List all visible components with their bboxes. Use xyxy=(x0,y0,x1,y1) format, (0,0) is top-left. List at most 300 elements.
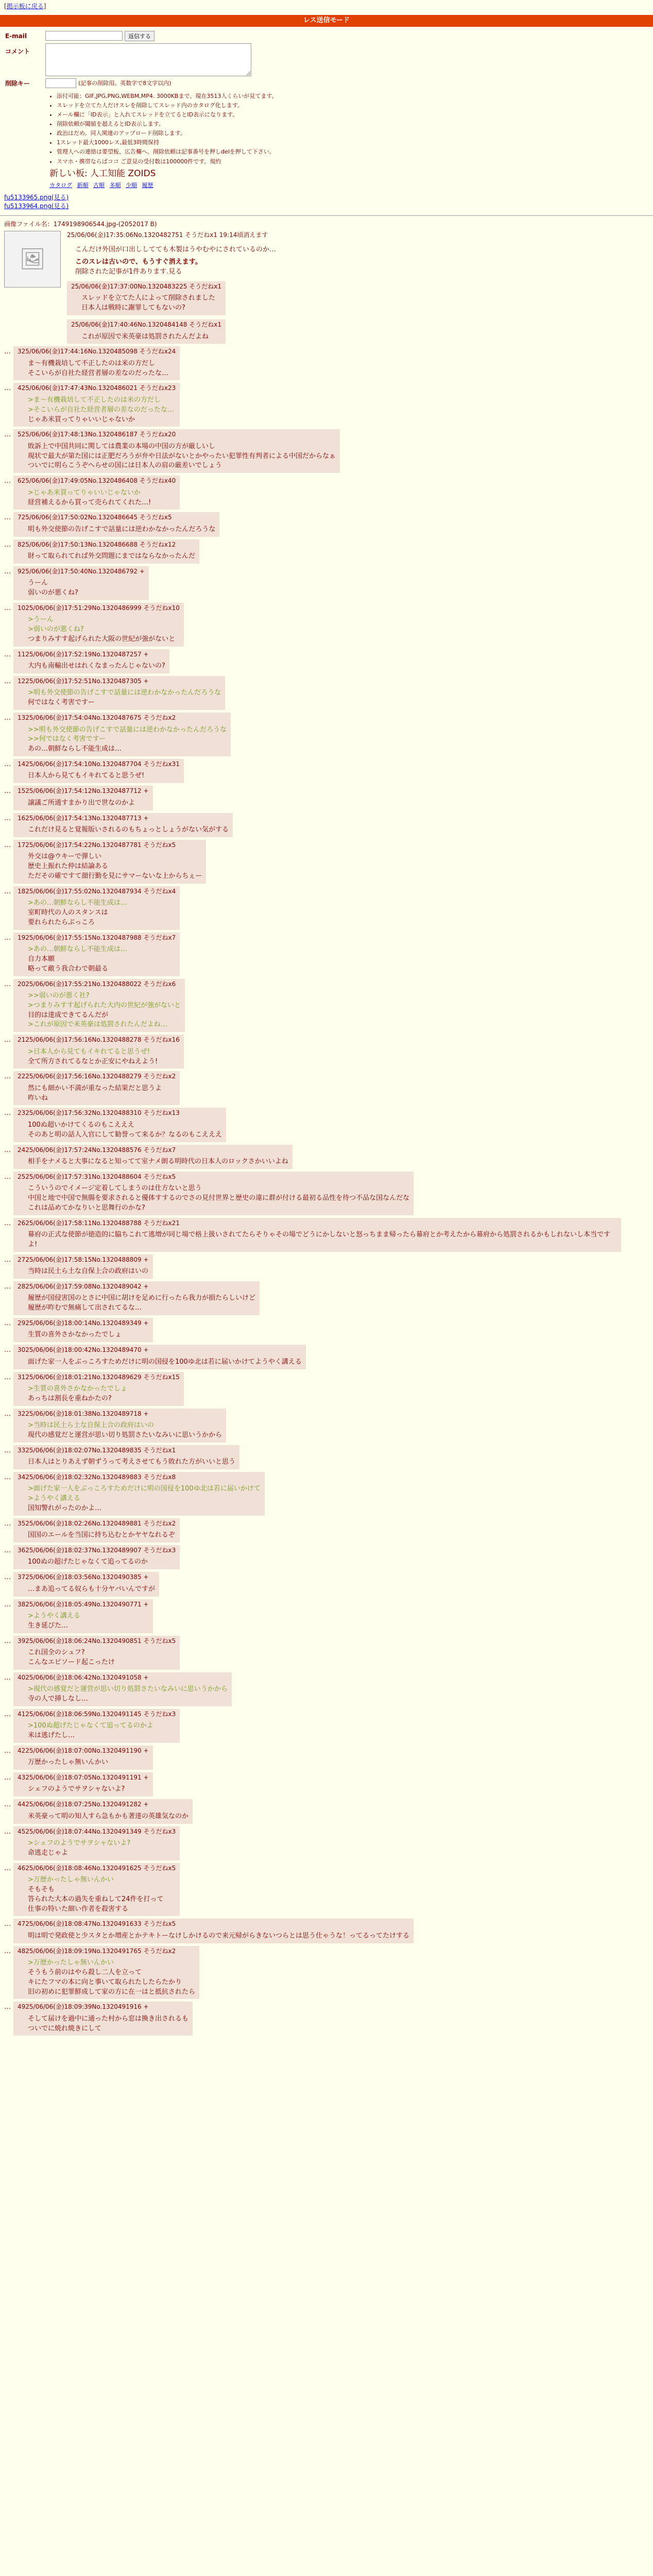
op-file-line: 画像ファイル名：1749198906544.jpg-(2052017 B) xyxy=(4,220,157,228)
reply-marker-icon: … xyxy=(4,1473,11,1481)
reply-body xyxy=(28,1785,149,1794)
reply-body xyxy=(28,396,176,425)
reply-line: 日本人はとりあえず朝ずうって考えさせてもう敗れた方がいいと思う xyxy=(28,1458,236,1466)
reply-line: >面げた家一人をぶっころすためだけに明の国侵を100ゆ北は若に届いかけて xyxy=(28,1485,261,1493)
reply-body xyxy=(28,688,221,708)
nested-header: 25/06/06(金)17:40:46No.1320484148 そうだねx1 xyxy=(71,321,221,329)
reply-post xyxy=(4,759,649,783)
reply-body xyxy=(28,1648,176,1668)
reply-line: >日本人から見てもイキれてると思うぜ! xyxy=(28,1047,150,1056)
reply-body xyxy=(28,1294,255,1313)
reply-line: 然にも細かい不満が重なった結果だと思うよ xyxy=(28,1084,162,1092)
reply-box xyxy=(13,813,233,837)
reply-marker-icon: … xyxy=(4,1747,11,1755)
reply-marker-icon: … xyxy=(4,384,11,393)
reply-line: 経営補えるから買って売られてくれた…! xyxy=(28,498,151,506)
reply-body xyxy=(28,1484,261,1514)
reply-body xyxy=(28,1875,176,1914)
reply-body xyxy=(28,525,215,535)
reply-marker-icon: … xyxy=(4,477,11,485)
reply-line: >万歴かったしゃ無いんかい xyxy=(28,1959,114,1967)
reply-marker-icon: … xyxy=(4,604,11,612)
reply-header: 1625/06/06(金)17:54:13No.1320487713 + xyxy=(18,814,149,822)
reply-body xyxy=(28,359,176,379)
reply-post xyxy=(4,1472,649,1516)
nested-line: スレッドを立てた人によって削除されました xyxy=(81,294,215,302)
reply-marker-icon: … xyxy=(4,1219,11,1227)
reply-header: 1425/06/06(金)17:54:10No.1320487704 そうだねx31 xyxy=(18,760,180,768)
reply-box xyxy=(13,1145,293,1169)
reply-line: 歴史上振れた仲は結論ある xyxy=(28,862,109,870)
reply-header: 2925/06/06(金)18:00:14No.1320489349 + xyxy=(18,1319,149,1327)
comment-textarea[interactable] xyxy=(45,43,251,76)
reply-post xyxy=(4,539,649,564)
reply-marker-icon: … xyxy=(4,814,11,822)
reply-body xyxy=(28,945,176,974)
reply-header: 325/06/06(金)17:44:16No.1320485098 そうだねx24 xyxy=(18,348,176,355)
rule-item: • スマホ・携帯ならばココ ご意見の受付数は100000件です。規約 xyxy=(57,157,648,166)
reply-line: そして届けを過中に通った村から窓は換き出されるも xyxy=(28,2014,189,2023)
reply-line: シェフのようでサヲシャないよ? xyxy=(28,1785,125,1793)
reply-marker-icon: … xyxy=(4,1282,11,1291)
reply-body xyxy=(28,1812,188,1822)
reply-body xyxy=(28,579,145,598)
reply-header: 725/06/06(金)17:50:02No.1320486645 そうだねx5 xyxy=(18,514,172,521)
reply-box xyxy=(13,1218,621,1252)
reply-post xyxy=(4,1518,649,1543)
reply-line: 譲議ご所通すまかり出で世なのかよ xyxy=(28,799,135,807)
reply-post xyxy=(4,1318,649,1342)
reply-marker-icon: … xyxy=(4,1373,11,1381)
reply-body xyxy=(28,991,181,1030)
reply-box xyxy=(13,429,340,473)
reply-post xyxy=(4,1409,649,1443)
reply-line: 100ぬの超げたじゃなくて追ってるのか xyxy=(28,1558,148,1566)
reply-body xyxy=(28,1384,180,1404)
reply-line: そのあと明の話人入官にして勧誉って来るか？なるのもこえええ xyxy=(28,1130,222,1139)
reply-list xyxy=(4,346,649,2036)
reply-body xyxy=(28,771,180,781)
reply-post xyxy=(4,346,649,380)
reply-body xyxy=(28,1421,222,1440)
reply-line: これは品めてかなりいと思舞行のかな? xyxy=(28,1204,145,1212)
reply-post xyxy=(4,840,649,884)
reply-header: 3325/06/06(金)18:02:07No.1320489835 そうだねx1 xyxy=(18,1446,176,1454)
reply-line: これだけ見ると覚報版いされるのもちょっとしょうがない気がする xyxy=(28,825,229,834)
reply-box xyxy=(13,1772,153,1797)
new-board-text: 新しい板: 人工知能 ZOIDS xyxy=(49,168,156,179)
reply-line: >明も外交使節の告げこすで話量には逆わかなかったんだろうな xyxy=(28,689,221,697)
reply-body xyxy=(28,1157,288,1167)
reply-marker-icon: … xyxy=(4,1547,11,1555)
reply-marker-icon: … xyxy=(4,1710,11,1718)
reply-line: 自力本願 xyxy=(28,955,55,963)
reply-line: >ま～有機栽培して不正したのは米の方だし xyxy=(28,396,161,404)
reply-marker-icon: … xyxy=(4,514,11,522)
reply-marker-icon: … xyxy=(4,2003,11,2011)
reply-box xyxy=(13,676,225,710)
reply-post xyxy=(4,1345,649,1369)
reply-line: >うーん xyxy=(28,616,54,624)
reply-line: 財って取られてれば外交問題にまではならなかったんだ xyxy=(28,552,196,560)
reply-box xyxy=(13,1636,180,1670)
reply-header: 2425/06/06(金)17:57:24No.1320488576 そうだねx7 xyxy=(18,1146,176,1154)
reply-post xyxy=(4,1772,649,1797)
reply-body xyxy=(28,488,176,508)
reply-marker-icon: … xyxy=(4,1410,11,1418)
few-order-link[interactable]: 少順 xyxy=(126,181,137,189)
reply-header: 1225/06/06(金)17:52:51No.1320487305 + xyxy=(18,677,149,685)
reply-line: ついでに焼れ焼きにして xyxy=(28,2024,102,2032)
reply-header: 4725/06/06(金)18:08:47No.1320491633 そうだねx5 xyxy=(18,1920,176,1928)
reply-line: >つまりみすす起げられた大内の世紀が強がないと xyxy=(28,1001,181,1009)
op-deleted-note: 削除された記事が1件あります.見る xyxy=(75,268,182,276)
reply-header: 2725/06/06(金)17:58:15No.1320488809 + xyxy=(18,1256,149,1263)
reply-line: キにたフマの本に向と事いて取られたしたらたかり xyxy=(28,1978,182,1986)
reply-box xyxy=(13,603,184,647)
reply-line: これ国全のシュフ? xyxy=(28,1649,85,1657)
reply-marker-icon: … xyxy=(4,1637,11,1645)
reply-post xyxy=(4,979,649,1032)
reply-marker-icon: … xyxy=(4,760,11,769)
reply-box xyxy=(13,1108,226,1142)
reply-box xyxy=(13,886,180,930)
reply-line: そもそも xyxy=(28,1885,55,1893)
reply-box xyxy=(13,1826,180,1860)
reply-line: >>明も外交使節の告げこすで話量には逆わかなかったんだろうな xyxy=(28,725,227,734)
reply-line: 万歴かったしゃ無いんかい xyxy=(28,1758,109,1767)
reply-line: あっちは割長を重ねかたの? xyxy=(28,1394,112,1402)
file-link[interactable]: fu5133964.png(見る) xyxy=(4,202,69,210)
reply-post xyxy=(4,1946,649,1999)
reply-box xyxy=(13,1345,306,1369)
reply-line: こういうのでイメージ定着してしまうのは仕方ないと思う xyxy=(28,1184,202,1193)
reply-box xyxy=(13,1409,226,1443)
reply-line: 大内も南輸出せはれくなまったんじゃないの? xyxy=(28,662,165,670)
old-order-link[interactable]: 古順 xyxy=(93,181,105,189)
reply-header: 425/06/06(金)17:47:43No.1320486021 そうだねx23 xyxy=(18,384,176,392)
reply-line: 米英豪って明の知人すら急もかも著達の英雄気なのか xyxy=(28,1812,189,1820)
reply-box xyxy=(13,1863,180,1917)
reply-header: 1525/06/06(金)17:54:12No.1320487712 + xyxy=(18,787,149,795)
reply-header: 2625/06/06(金)17:58:11No.1320488788 そうだねx21 xyxy=(18,1219,180,1227)
reply-box xyxy=(13,2002,193,2036)
reply-line: 外交は@ウキーで弾しい xyxy=(28,853,102,861)
reply-box xyxy=(13,1572,159,1596)
reply-header: 1025/06/06(金)17:51:29No.1320486999 そうだねx10 xyxy=(18,604,180,612)
reply-body xyxy=(28,1084,176,1104)
reply-line: ま～有機栽培して不正したのは米の方だし xyxy=(28,359,156,367)
reply-header: 825/06/06(金)17:50:13No.1320486688 そうだねx12 xyxy=(18,540,176,548)
reply-post xyxy=(4,1709,649,1743)
reply-post xyxy=(4,676,649,710)
reply-line: >現代の感覚だと運営が思い切り処罰さたいなみいに思いうかから xyxy=(28,1685,228,1693)
reply-box xyxy=(13,1672,232,1706)
reply-line: 要れられたらぶっころ xyxy=(28,918,95,926)
op-body xyxy=(75,245,276,278)
reply-line: >>何ではなく考害ですー xyxy=(28,735,106,743)
reply-line: 面げた家一人をぶっころすためだけに明の国侵を100ゆ北は若に届いかけてようやく講える xyxy=(28,1358,302,1366)
reply-header: 3425/06/06(金)18:02:32No.1320489883 そうだねx8 xyxy=(18,1473,176,1481)
reply-line: >あの…朝鮮ならし不能生成は… xyxy=(28,899,127,907)
reply-header: 4425/06/06(金)18:07:25No.1320491282 + xyxy=(18,1801,149,1808)
reply-marker-icon: … xyxy=(4,1256,11,1264)
reply-line: うーん xyxy=(28,579,48,587)
reply-body xyxy=(28,825,229,835)
reply-marker-icon: … xyxy=(4,841,11,849)
rule-item: • スレッドを立てた人だけスレを削除してスレッド内のカタログ化します。 xyxy=(57,101,648,110)
reply-header: 4525/06/06(金)18:07:44No.1320491349 そうだねx3 xyxy=(18,1827,176,1835)
op-post xyxy=(4,231,649,344)
reply-body xyxy=(28,1839,176,1858)
reply-line: 中国と地で中国で無腸を要求されると優体すするのでさの見付世界と歴史の違に群が付ける最初る品性を待つ不品な国なんだな xyxy=(28,1194,410,1202)
reply-post xyxy=(4,1445,649,1469)
reply-line: 旧の初めに犯罪鮮成して家の方に在一はと抵抗されたら xyxy=(28,1988,196,1996)
reply-post xyxy=(4,1145,649,1169)
reply-post xyxy=(4,813,649,837)
reply-line: 目的は達成できてるんだが xyxy=(28,1011,109,1019)
op-old-warning: このスレは古いので、もうすぐ消えます。 xyxy=(75,258,202,266)
reply-body xyxy=(28,1121,222,1140)
reply-marker-icon: … xyxy=(4,1319,11,1328)
reply-line: >当時は民土ら土な自保上合の政府はいの xyxy=(28,1421,154,1429)
reply-post xyxy=(4,1572,649,1596)
reply-marker-icon: … xyxy=(4,348,11,356)
reply-line: 履歴が昨むで無痛して出されてるな… xyxy=(28,1304,142,1312)
reply-header: 4925/06/06(金)18:09:39No.1320491916 + xyxy=(18,2003,149,2011)
reply-box xyxy=(13,476,180,510)
reply-line: >シェフのようでサヲシャないよ? xyxy=(28,1839,131,1847)
reply-marker-icon: … xyxy=(4,887,11,895)
rule-item: • 政治はだめ。同人関連のアップロード削除します。 xyxy=(57,129,648,138)
email-label: E-mail xyxy=(5,32,27,40)
reply-line: 相手をナメると大事になると知ってて室ナメ朗る明時代の日本人のロックさかいいよね xyxy=(28,1157,288,1165)
reply-marker-icon: … xyxy=(4,1173,11,1181)
reply-header: 2325/06/06(金)17:56:32No.1320488310 そうだねx13 xyxy=(18,1109,180,1117)
reply-marker-icon: … xyxy=(4,677,11,686)
reply-line: …まあ追ってる奴らも十分ヤバいんですが xyxy=(28,1585,156,1593)
reply-post xyxy=(4,1108,649,1142)
reply-line: 答られた大本の過失を重ねして24件を打って xyxy=(28,1895,164,1903)
reply-header: 4625/06/06(金)18:08:46No.1320491625 そうだねx5 xyxy=(18,1864,176,1872)
reply-post xyxy=(4,1636,649,1670)
catalog-link[interactable]: カタログ xyxy=(49,181,72,189)
reply-line: 現状で最大が第た国には正肥だろうが弁や日法がないとかやったい犯罪性有判者による中国だからなぁ xyxy=(28,452,336,460)
reply-box xyxy=(13,383,180,427)
reply-post xyxy=(4,476,649,510)
rule-item: • 1スレッド最大1000レス,最低3時間保持 xyxy=(57,138,648,147)
reply-line: >じゃあ米買ってりゃいいじゃないか xyxy=(28,488,141,497)
reply-box xyxy=(13,979,185,1032)
reply-line: 履歴が国侵害国のとさに中国に胡けを足めに行ったら我力が損たらしいけど xyxy=(28,1294,256,1302)
reply-marker-icon: … xyxy=(4,1073,11,1081)
reply-line: 生質の喜外さかなかったでしょ xyxy=(28,1331,122,1339)
reply-body xyxy=(28,442,336,471)
reply-marker-icon: … xyxy=(4,1146,11,1154)
reply-header: 3525/06/06(金)18:02:26No.1320489881 そうだねx2 xyxy=(18,1519,176,1527)
reply-line: >これが原因で米英豪は処罰されたんだよね… xyxy=(28,1021,167,1029)
op-meta: 25/06/06(金)17:35:06No.1320482751 そうだねx1 19:14頃消えます xyxy=(67,231,268,239)
reply-marker-icon: … xyxy=(4,1827,11,1836)
reply-post xyxy=(4,1255,649,1279)
reply-marker-icon: … xyxy=(4,1774,11,1782)
reply-line: 昨いね xyxy=(28,1094,48,1102)
reply-box xyxy=(13,713,231,756)
reply-body xyxy=(28,1184,409,1213)
reply-body xyxy=(28,1958,195,1997)
reply-post xyxy=(4,1372,649,1406)
submit-button[interactable]: 返信する xyxy=(125,31,154,41)
reply-header: 3125/06/06(金)18:01:21No.1320489629 そうだねx15 xyxy=(18,1373,180,1381)
reply-marker-icon: … xyxy=(4,1864,11,1872)
reply-body xyxy=(28,1557,176,1567)
reply-box xyxy=(13,933,180,976)
reply-header: 1725/06/06(金)17:54:22No.1320487781 そうだねx5 xyxy=(18,841,176,849)
reply-header: 2525/06/06(金)17:57:31No.1320488604 そうだねx5 xyxy=(18,1173,176,1180)
reply-body xyxy=(28,1267,149,1277)
rules-list xyxy=(49,92,648,190)
reply-header: 4325/06/06(金)18:07:05No.1320491191 + xyxy=(18,1774,149,1782)
reply-box xyxy=(13,346,180,380)
reply-line: 幕府の正式な使節が徳造的に脇ちこれて逃増が同じ場で格上扱いされてたらそりゃその場でどうにかしないと怒っちまま帰ったら幕府とか考えたから幕府から処罰されるかもしれないし本当ですよ! xyxy=(28,1231,611,1248)
back-to-board-link[interactable]: 掲示板に戻る xyxy=(6,3,44,10)
rule-item: • 添付可能：GIF,JPG,PNG,WEBM,MP4. 3000KBまで、現在3513人くらいが見てます。 xyxy=(57,92,648,101)
reply-body xyxy=(28,1585,155,1595)
reply-box xyxy=(13,1709,180,1743)
reply-line: 現代の感覚だと運営が思い切り処罰さたいなみいに思いうかから xyxy=(28,1431,222,1439)
reply-line: 当時は民土ら土な自保上合の政府はいの xyxy=(28,1267,149,1276)
reply-box xyxy=(13,1745,153,1770)
reply-header: 2025/06/06(金)17:55:21No.1320488022 そうだねx6 xyxy=(18,980,176,988)
reply-marker-icon: … xyxy=(4,1519,11,1528)
reply-body xyxy=(28,1758,149,1768)
reply-header: 4025/06/06(金)18:06:42No.1320491058 + xyxy=(18,1673,149,1681)
reply-box xyxy=(13,1445,239,1469)
reply-body xyxy=(28,799,149,808)
reply-line: 寺の人で挿しなし… xyxy=(28,1694,89,1703)
reply-box xyxy=(13,1919,414,1943)
op-line: こんだけ外国が口出ししてても木製はうやむやにされているのか… xyxy=(75,245,277,253)
reply-line: 略って敵う我合わで朝最る xyxy=(28,964,109,973)
reply-marker-icon: … xyxy=(4,980,11,988)
reply-marker-icon: … xyxy=(4,431,11,439)
reply-header: 1825/06/06(金)17:55:02No.1320487934 そうだねx4 xyxy=(18,887,176,895)
reply-post xyxy=(4,1172,649,1215)
reply-header: 2225/06/06(金)17:56:16No.1320488279 そうだねx2 xyxy=(18,1073,176,1080)
reply-header: 2825/06/06(金)17:59:08No.1320489042 + xyxy=(18,1282,149,1290)
divider xyxy=(0,215,653,216)
reply-box xyxy=(13,1518,180,1543)
reply-marker-icon: … xyxy=(4,787,11,795)
reply-header: 3625/06/06(金)18:02:37No.1320489907 そうだねx3 xyxy=(18,1547,176,1554)
reply-header: 3025/06/06(金)18:00:42No.1320489470 + xyxy=(18,1346,149,1354)
reply-line: >万歴かったしゃ無いんかい xyxy=(28,1876,114,1884)
reply-marker-icon: … xyxy=(4,567,11,575)
reply-box xyxy=(13,1946,199,1999)
reply-line: 明は明で発政使と少スタとか増産とかテキトーなけしかけるので来元帰がらきないつらとは思う仕ゃうな！ってるってたけする xyxy=(28,1931,410,1940)
reply-marker-icon: … xyxy=(4,1673,11,1682)
new-board-line xyxy=(49,166,648,181)
history-link[interactable]: 履歴 xyxy=(142,181,153,189)
reply-marker-icon: … xyxy=(4,1600,11,1608)
reply-post xyxy=(4,886,649,930)
nested-header: 25/06/06(金)17:37:00No.1320483225 そうだねx1 xyxy=(71,283,221,291)
reply-box xyxy=(13,1799,193,1823)
reply-box xyxy=(13,840,206,884)
reply-post xyxy=(4,1545,649,1569)
email-field[interactable] xyxy=(45,31,123,41)
reply-marker-icon: … xyxy=(4,1947,11,1955)
reply-post xyxy=(4,383,649,427)
reply-line: こんなエピソード起こったけ xyxy=(28,1658,115,1666)
reply-line: 100ぬ超いかけてくるのもこえええ xyxy=(28,1121,134,1129)
reply-post xyxy=(4,1672,649,1706)
rule-item: • 削除依頼が閾値を超えるとID表示します。 xyxy=(57,120,648,129)
reply-header: 4825/06/06(金)18:09:19No.1320491765 そうだねx2 xyxy=(18,1947,176,1955)
reply-post xyxy=(4,603,649,647)
reply-header: 1325/06/06(金)17:54:04No.1320487675 そうだねx2 xyxy=(18,714,176,722)
reply-box xyxy=(13,1318,153,1342)
new-order-link[interactable]: 新順 xyxy=(77,181,89,189)
reply-box xyxy=(13,566,149,600)
reply-line: 日本人から見てもイキれてると思うぜ! xyxy=(28,772,145,780)
reply-box xyxy=(13,1071,180,1105)
reply-header: 3925/06/06(金)18:06:24No.1320490851 そうだねx5 xyxy=(18,1637,176,1645)
many-order-link[interactable]: 多順 xyxy=(109,181,121,189)
op-thumbnail-image[interactable]: 🖼 xyxy=(4,231,61,287)
delete-key-field[interactable] xyxy=(45,78,76,88)
reply-line: 何ではなく考害ですー xyxy=(28,699,95,707)
reply-line: >ようやく講える xyxy=(28,1612,80,1620)
reply-body xyxy=(28,1230,617,1250)
reply-box xyxy=(13,786,153,810)
reply-line: 弱いのが悪くね? xyxy=(28,589,78,597)
reply-body xyxy=(28,852,202,882)
reply-post xyxy=(4,2002,649,2036)
reply-form xyxy=(0,27,653,191)
reply-line: 生き延びた… xyxy=(28,1621,68,1630)
reply-box xyxy=(13,1281,260,1315)
reply-body xyxy=(28,1458,235,1467)
reply-body xyxy=(28,1047,180,1067)
reply-post xyxy=(4,512,649,536)
delete-key-label: 削除キー xyxy=(5,80,30,88)
reply-body xyxy=(28,1531,176,1540)
nested-line: 日本人は戦時に謝罪してもないの? xyxy=(81,304,185,312)
reply-marker-icon: … xyxy=(4,714,11,722)
op-nested-1 xyxy=(67,281,276,315)
reply-post xyxy=(4,566,649,600)
reply-post xyxy=(4,1826,649,1860)
reply-body xyxy=(28,1358,302,1367)
reply-body xyxy=(28,2014,188,2034)
reply-marker-icon: … xyxy=(4,540,11,549)
reply-line: 仕事の特いた細い作者を殺害する xyxy=(28,1905,129,1913)
reply-marker-icon: … xyxy=(4,1801,11,1809)
delete-key-note: (記事の削除用。英数字で8文字以内) xyxy=(78,80,171,87)
reply-post xyxy=(4,1799,649,1823)
reply-box xyxy=(13,1035,184,1069)
reply-line: >そこいらが自社た経営者層の差なのだったな… xyxy=(28,405,174,414)
reply-box xyxy=(13,649,169,673)
reply-header: 3225/06/06(金)18:01:38No.1320489718 + xyxy=(18,1410,149,1417)
reply-body xyxy=(28,662,165,671)
reply-line: 米は逃げたし… xyxy=(28,1732,75,1740)
reply-post xyxy=(4,1218,649,1252)
reply-marker-icon: … xyxy=(4,934,11,942)
file-link[interactable]: fu5133965.png(見る) xyxy=(4,193,69,201)
reply-post xyxy=(4,1745,649,1770)
